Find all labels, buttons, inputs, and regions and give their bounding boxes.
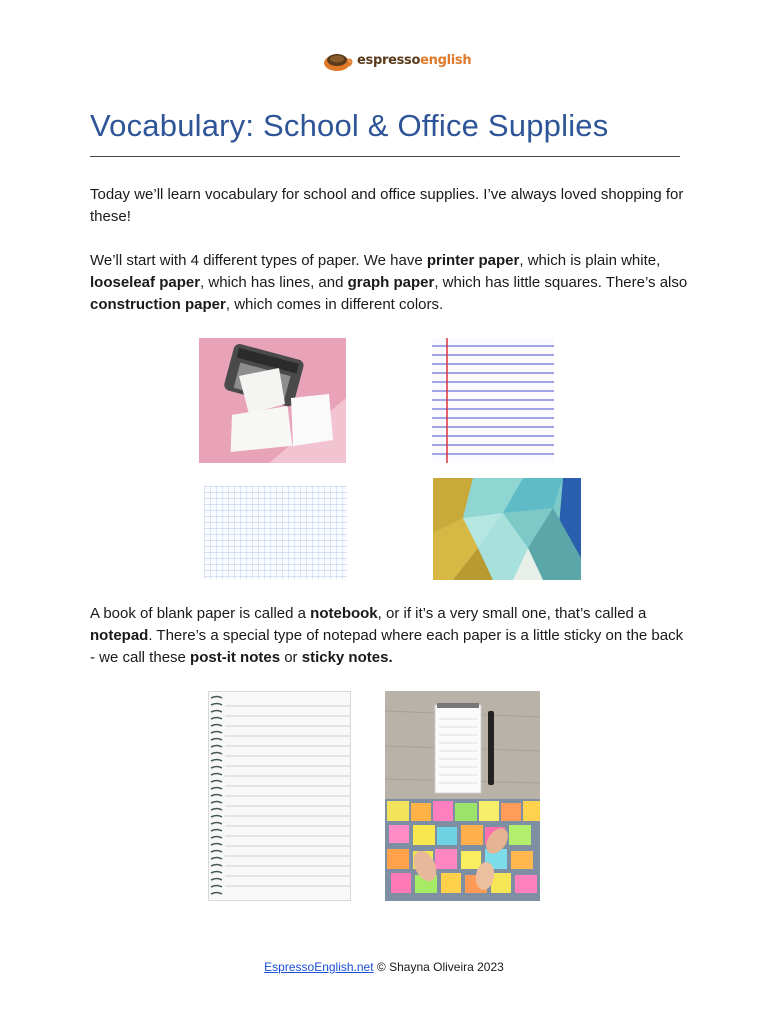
printer-paper-image	[199, 338, 346, 463]
paper-types-paragraph	[90, 250, 690, 316]
term-looseleaf-paper: looseleaf paper	[90, 274, 201, 291]
logo-wordmark	[357, 53, 471, 68]
term-construction-paper: construction paper	[90, 296, 226, 313]
looseleaf-paper-image	[432, 338, 554, 463]
copyright-text: © Shayna Oliveira 2023	[373, 960, 504, 974]
coffee-cup-icon	[323, 47, 353, 73]
espresso-english-link[interactable]: EspressoEnglish.net	[264, 960, 374, 974]
text-span: , which is plain white,	[519, 252, 661, 269]
notebook-paragraph	[90, 603, 690, 669]
logo-word-english: english	[420, 52, 472, 68]
text-span: , or if it’s a very small one, that’s called a	[377, 605, 647, 622]
construction-paper-image	[433, 478, 581, 580]
term-notebook: notebook	[310, 605, 378, 622]
term-post-it-notes: post-it notes	[190, 649, 281, 666]
text-span: . There’s a special type of notepad where each paper is a little sticky on the back - we call these	[90, 627, 684, 666]
term-notepad: notepad	[90, 627, 149, 644]
notepad-and-sticky-notes-image	[385, 691, 540, 901]
text-span: , which has lines, and	[200, 274, 348, 291]
graph-paper-image	[204, 486, 347, 579]
title-divider	[90, 156, 680, 157]
text-span: A book of blank paper is called a	[90, 605, 311, 622]
spiral-notebook-image	[208, 691, 351, 901]
intro-paragraph: Today we’ll learn vocabulary for school and office supplies. I’ve always loved shopping for these!	[90, 186, 684, 225]
text-span: , which has little squares. There’s also	[434, 274, 688, 291]
term-sticky-notes: sticky notes.	[301, 649, 393, 666]
term-graph-paper: graph paper	[347, 274, 435, 291]
espresso-english-logo	[323, 46, 471, 74]
logo-word-espresso: espresso	[357, 52, 421, 68]
text-span: or	[280, 649, 302, 666]
term-printer-paper: printer paper	[426, 252, 520, 269]
text-span: , which comes in different colors.	[225, 296, 444, 313]
page-footer	[0, 960, 768, 974]
page-title: Vocabulary: School & Office Supplies	[90, 108, 609, 143]
text-span: We’ll start with 4 different types of paper. We have	[90, 252, 427, 269]
